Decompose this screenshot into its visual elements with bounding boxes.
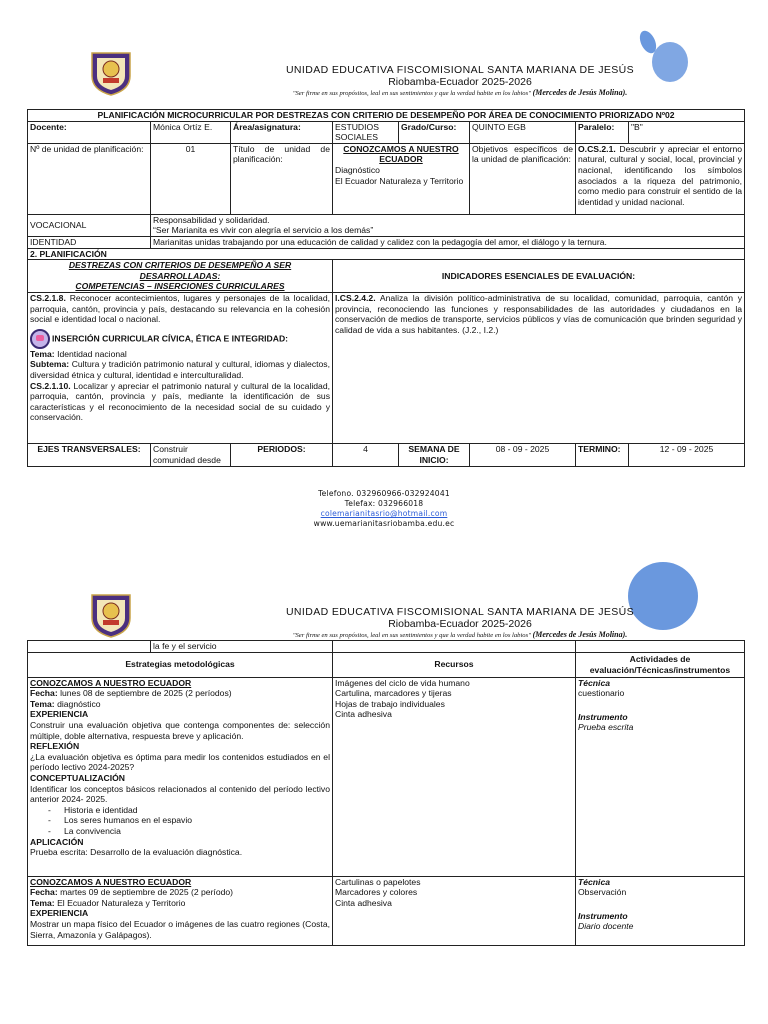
indicadores-header: INDICADORES ESENCIALES DE EVALUACIÓN: (333, 260, 745, 293)
docente-label: Docente: (28, 121, 151, 143)
list-item: Marcadores y colores (335, 887, 418, 898)
termino-label: TERMINO: (576, 443, 629, 466)
termino-value: 12 - 09 - 2025 (629, 443, 745, 466)
indicadores-content: I.CS.2.4.2. Analiza la división político-administrativa de su localidad, comunidad, parroquia, cantón y provincia, reconociendo las funciones y responsabilidades de las autoridades y ciudadanos en la conservación de medios de transporte, servicios públicos y vías de comunicación que brinden seguridad y calidad de vida a sus habitantes. (J.2., I.2.) (333, 292, 745, 443)
destrezas-header: DESTREZAS CON CRITERIOS DE DESEMPEÑO A SER DESARROLLADAS: COMPETENCIAS – INSERCIONES CURRICULARES (28, 260, 333, 293)
periodos-label: PERIODOS: (231, 443, 333, 466)
footer-fax: Telefax: 032966018 (344, 499, 424, 508)
ejes-label: EJES TRANSVERSALES: (28, 443, 151, 466)
institution-name: UNIDAD EDUCATIVA FISCOMISIONAL SANTA MARIANA DE JESÚS (285, 606, 635, 618)
periodos-value: 4 (333, 443, 399, 466)
plan-title: PLANIFICACIÓN MICROCURRICULAR POR DESTREZAS CON CRITERIO DE DESEMPEÑO POR ÁREA DE CONOCIMIENTO PRIORIZADO Nº02 (28, 110, 745, 122)
col-actividades: Actividades de evaluación/Técnicas/instrumentos (576, 652, 745, 677)
document-page-2 (0, 540, 768, 1024)
school-crest-icon (89, 50, 133, 96)
concept-list (30, 805, 330, 837)
school-crest-icon (89, 592, 133, 638)
titulo-label: Título de unidad de planificación: (231, 143, 333, 214)
strategies-table (27, 640, 745, 946)
list-item: - Historia e identidad (48, 805, 330, 816)
identidad-value: Marianitas unidas trabajando por una educación de calidad y calidez con la pedagogía del amor, el diálogo y la ternura. (151, 236, 745, 248)
destrezas-content: CS.2.1.8. Reconocer acontecimientos, lugares y personajes de la localidad, parroquia, cantón, provincia y país, destacando su relevancia en la cohesión social e identidad local o nacional. INSERCIÓN CURRICULAR CÍVICA, ÉTICA E INTEGRIDAD: Tema: Identidad nacional Subtema: Cultura y tradición patrimonio natural y cultural, idiomas y dialectos, diversidad étnica y cultural, identidad e interculturalidad. CS.2.1.10. Localizar y apreciar el patrimonio natural y cultural de la localidad, parroquia, cantón, provincia y país, mediante la identificación de sus características y el reconocimiento de la necesidad social de su cuidado y conservación. (28, 292, 333, 443)
titulo-sub1: Diagnóstico (335, 164, 380, 175)
evaluacion-block-1: Técnica cuestionario Instrumento Prueba escrita (576, 677, 745, 876)
paralelo-value: "B" (629, 121, 745, 143)
insercion-badge-icon (30, 329, 50, 349)
paralelo-label: Paralelo: (576, 121, 629, 143)
vocacional-value: Responsabilidad y solidaridad. “Ser Marianita es vivir con alegría el servicio a los demás” (151, 214, 745, 236)
section-planificacion: 2. PLANIFICACIÓN (28, 248, 745, 260)
titulo-sub2: El Ecuador Naturaleza y Territorio (335, 175, 464, 186)
ejes-continuation: la fe y el servicio (151, 641, 333, 653)
identidad-label: IDENTIDAD (28, 236, 151, 248)
col-estrategias: Estrategias metodológicas (28, 652, 333, 677)
footer-phone: Telefono. 032960966-032924041 (318, 489, 450, 498)
list-item: Cinta adhesiva (335, 897, 392, 908)
list-item: Hojas de trabajo individuales (335, 698, 445, 709)
semana-label: SEMANA DE INICIO: (399, 443, 470, 466)
titulo-value (333, 143, 470, 214)
area-value: ESTUDIOS SOCIALES (333, 121, 399, 143)
institution-motto: "Ser firme en sus propósitos, leal en sus sentimientos y que la verdad habite en los labios" (Mercedes de Jesús Molina). (292, 88, 628, 97)
area-label: Área/asignatura: (231, 121, 333, 143)
strategy-block-2: CONOZCAMOS A NUESTRO ECUADOR Fecha: martes 09 de septiembre de 2025 (2 período) Tema: El Ecuador Naturaleza y Territorio EXPERIENCIA Mostrar un mapa físico del Ecuador o imágenes de las cuatro regiones (Costa, Sierra, Amazonía y Galápagos). (28, 876, 333, 945)
letterhead (180, 606, 740, 641)
vocacional-label: VOCACIONAL (28, 214, 151, 236)
unidad-label: Nº de unidad de planificación: (28, 143, 151, 214)
letterhead (180, 64, 740, 99)
institution-name: UNIDAD EDUCATIVA FISCOMISIONAL SANTA MARIANA DE JESÚS (285, 64, 635, 76)
evaluacion-block-2: Técnica Observación Instrumento Diario docente (576, 876, 745, 945)
footer-web: www.uemarianitasriobamba.edu.ec (313, 519, 455, 528)
grado-value: QUINTO EGB (470, 121, 576, 143)
institution-location: Riobamba-Ecuador 2025-2026 (388, 618, 532, 630)
ejes-value: Construir comunidad desde (151, 443, 231, 466)
recursos-block-1 (333, 677, 576, 876)
list-item: Imágenes del ciclo de vida humano (335, 677, 470, 688)
grado-label: Grado/Curso: (399, 121, 470, 143)
planning-table (27, 109, 745, 467)
objetivos-label: Objetivos específicos de la unidad de planificación: (470, 143, 576, 214)
objetivo-value: O.CS.2.1. Descubrir y apreciar el entorno natural, cultural y social, local, provincial y nacional, identificando los símbolos asociados a la riqueza del patrimonio, como medio para construir el sentido de la identidad y unidad nacional. (576, 143, 745, 214)
titulo-main: CONOZCAMOS A NUESTRO ECUADOR (343, 143, 459, 165)
list-item: Cinta adhesiva (335, 709, 392, 720)
recursos-block-2 (333, 876, 576, 945)
footer-email-link[interactable]: colemarianitasrio@hotmail.com (320, 509, 448, 518)
institution-location: Riobamba-Ecuador 2025-2026 (388, 76, 532, 88)
page-footer (0, 489, 768, 529)
docente-value: Mónica Ortíz E. (151, 121, 231, 143)
col-recursos: Recursos (333, 652, 576, 677)
list-item: Cartulina, marcadores y tijeras (335, 688, 452, 699)
institution-motto: "Ser firme en sus propósitos, leal en sus sentimientos y que la verdad habite en los labios" (Mercedes de Jesús Molina). (292, 630, 628, 639)
strategy-block-1: CONOZCAMOS A NUESTRO ECUADOR Fecha: lunes 08 de septiembre de 2025 (2 períodos) Tema: diagnóstico EXPERIENCIA Construir una evaluación objetiva que contenga componentes de: selección múltiple, doble alternativa, respuesta breve y aplicación. REFLEXIÓN ¿La evaluación objetiva es óptima para medir los contenidos estudiados en el período lectivo 2024-2025? CONCEPTUALIZACIÓN Identificar los conceptos básicos relacionados al contenido del período lectivo anterior 2024- 2025. - Historia e identidad - Los seres humanos en el espavio - La convivencia APLICACIÓN Prueba escrita: Desarrollo de la evaluación diagnóstica. (28, 677, 333, 876)
list-item: Cartulinas o papelotes (335, 876, 421, 887)
list-item: - Los seres humanos en el espavio (48, 815, 330, 826)
list-item: - La convivencia (48, 826, 330, 837)
unidad-value: 01 (151, 143, 231, 214)
semana-value: 08 - 09 - 2025 (470, 443, 576, 466)
